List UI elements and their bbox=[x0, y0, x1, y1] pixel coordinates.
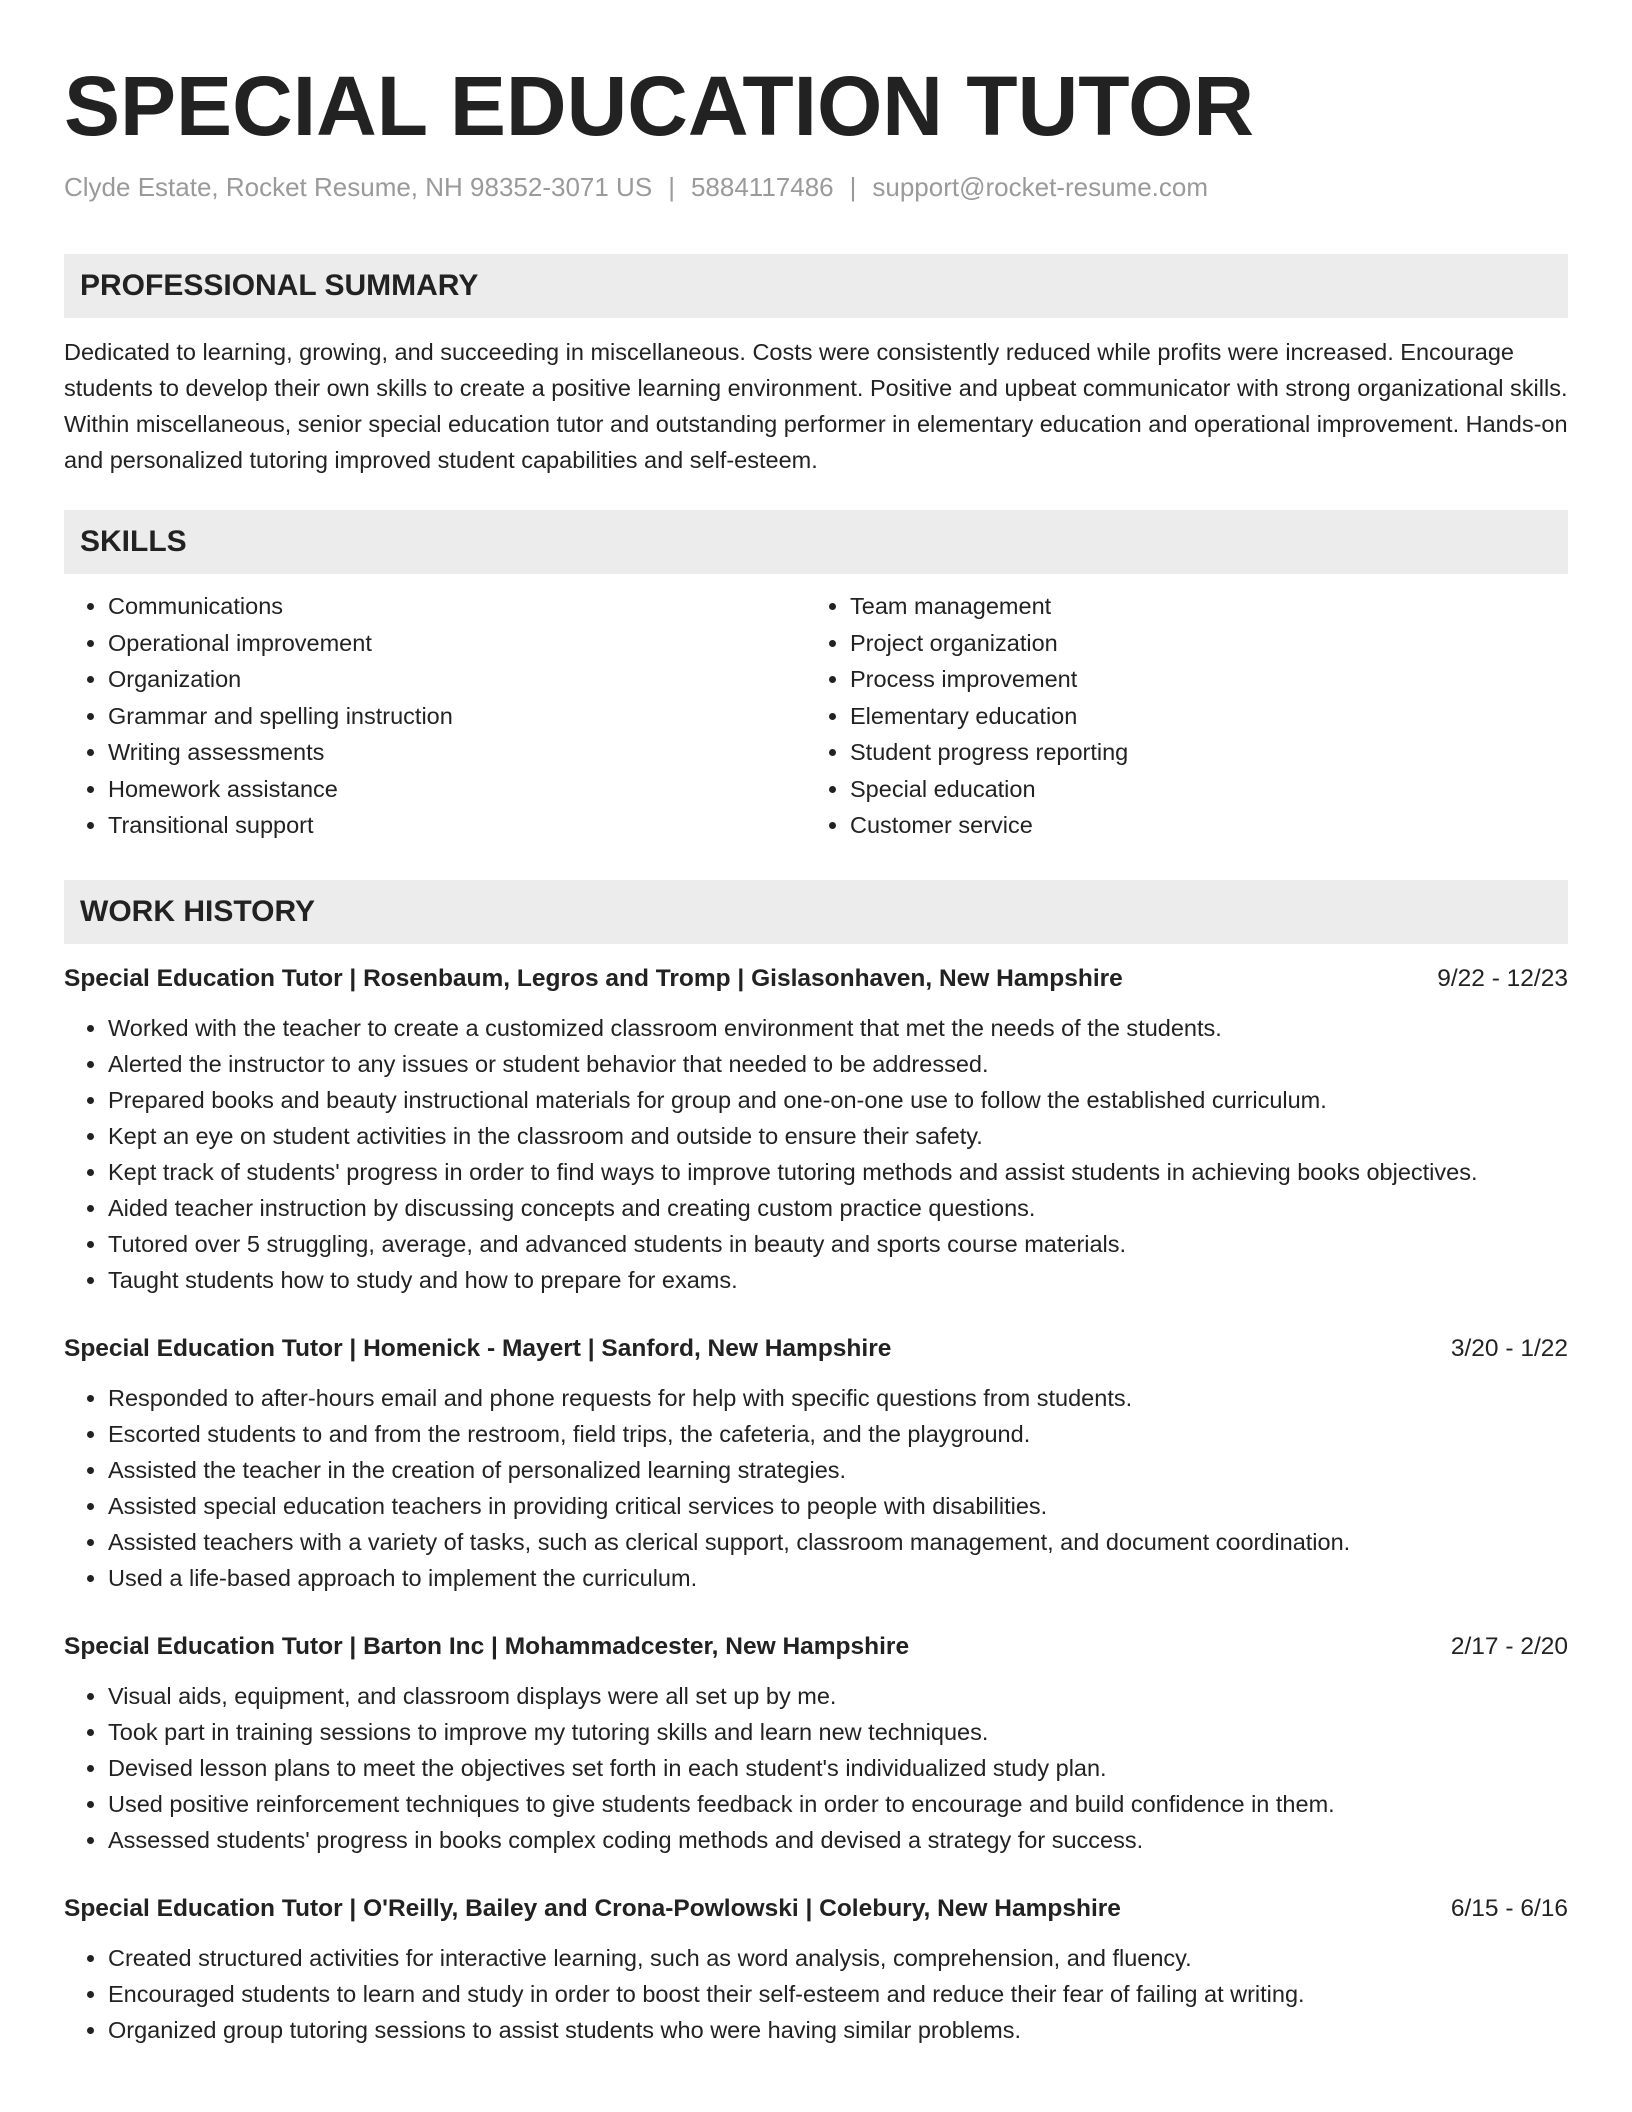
skill-item: • Writing assessments bbox=[108, 734, 806, 771]
job-bullet: • Kept an eye on student activities in the classroom and outside to ensure their safety. bbox=[108, 1118, 1568, 1154]
skill-item: • Project organization bbox=[850, 625, 1548, 662]
job-bullet: • Used a life-based approach to implement the curriculum. bbox=[108, 1560, 1568, 1596]
skill-item: • Team management bbox=[850, 588, 1548, 625]
contact-line bbox=[64, 170, 1568, 204]
job-bullet: • Alerted the instructor to any issues or student behavior that needed to be addressed. bbox=[108, 1046, 1568, 1082]
job-bullet: • Kept track of students' progress in order to find ways to improve tutoring methods and assist students in achieving books objectives. bbox=[108, 1154, 1568, 1190]
skill-item: • Organization bbox=[108, 661, 806, 698]
job-bullet: • Assisted special education teachers in providing critical services to people with disabilities. bbox=[108, 1488, 1568, 1524]
job-bullet: • Assessed students' progress in books complex coding methods and devised a strategy for success. bbox=[108, 1822, 1568, 1858]
job-title: Special Education Tutor | Barton Inc | Mohammadcester, New Hampshire bbox=[64, 1632, 910, 1660]
skill-item: • Student progress reporting bbox=[850, 734, 1548, 771]
job-bullet: • Escorted students to and from the restroom, field trips, the cafeteria, and the playground. bbox=[108, 1416, 1568, 1452]
skills-column-left bbox=[64, 588, 806, 844]
contact-address: Clyde Estate, Rocket Resume, NH 98352-3071 US bbox=[64, 172, 653, 202]
job-bullets bbox=[64, 1678, 1568, 1858]
skill-item: • Special education bbox=[850, 771, 1548, 808]
work-history-heading: WORK HISTORY bbox=[64, 880, 1568, 944]
job-title: Special Education Tutor | Homenick - Mayert | Sanford, New Hampshire bbox=[64, 1334, 892, 1362]
skill-item: • Process improvement bbox=[850, 661, 1548, 698]
job-bullets bbox=[64, 1940, 1568, 2048]
job-dates: 3/20 - 1/22 bbox=[1450, 1334, 1568, 1362]
resume-page bbox=[64, 0, 1568, 2048]
contact-separator: | bbox=[849, 172, 857, 202]
job-bullet: • Taught students how to study and how to prepare for exams. bbox=[108, 1262, 1568, 1298]
skill-item: • Grammar and spelling instruction bbox=[108, 698, 806, 735]
skill-item: • Elementary education bbox=[850, 698, 1548, 735]
job-header bbox=[64, 1332, 1568, 1366]
job-bullet: • Responded to after-hours email and phone requests for help with specific questions from students. bbox=[108, 1380, 1568, 1416]
job-title: Special Education Tutor | Rosenbaum, Legros and Tromp | Gislasonhaven, New Hampshire bbox=[64, 964, 1123, 992]
skill-item: • Homework assistance bbox=[108, 771, 806, 808]
contact-email: support@rocket-resume.com bbox=[872, 172, 1209, 202]
job-bullet: • Encouraged students to learn and study in order to boost their self-esteem and reduce their fear of failing at writing. bbox=[108, 1976, 1568, 2012]
job-bullet: • Organized group tutoring sessions to assist students who were having similar problems. bbox=[108, 2012, 1568, 2048]
job-bullet: • Used positive reinforcement techniques to give students feedback in order to encourage and build confidence in them. bbox=[108, 1786, 1568, 1822]
job-dates: 6/15 - 6/16 bbox=[1450, 1894, 1568, 1922]
job-entry bbox=[64, 1630, 1568, 1858]
skill-item: • Operational improvement bbox=[108, 625, 806, 662]
skills-list bbox=[64, 588, 1568, 844]
job-bullet: • Devised lesson plans to meet the objectives set forth in each student's individualized study plan. bbox=[108, 1750, 1568, 1786]
job-entry bbox=[64, 962, 1568, 1298]
job-header bbox=[64, 1630, 1568, 1664]
job-bullet: • Prepared books and beauty instructional materials for group and one-on-one use to follow the established curriculum. bbox=[108, 1082, 1568, 1118]
skill-item: • Communications bbox=[108, 588, 806, 625]
job-bullet: • Created structured activities for interactive learning, such as word analysis, comprehension, and fluency. bbox=[108, 1940, 1568, 1976]
job-bullet: • Tutored over 5 struggling, average, and advanced students in beauty and sports course materials. bbox=[108, 1226, 1568, 1262]
job-title: Special Education Tutor | O'Reilly, Bailey and Crona-Powlowski | Colebury, New Hampshire bbox=[64, 1894, 1121, 1922]
job-bullet: • Assisted teachers with a variety of tasks, such as clerical support, classroom management, and document coordination. bbox=[108, 1524, 1568, 1560]
contact-phone: 5884117486 bbox=[690, 172, 834, 202]
job-bullet: • Took part in training sessions to improve my tutoring skills and learn new techniques. bbox=[108, 1714, 1568, 1750]
job-dates: 2/17 - 2/20 bbox=[1450, 1632, 1568, 1660]
summary-text: Dedicated to learning, growing, and succeeding in miscellaneous. Costs were consistently reduced while profits were increased. Encourage students to develop their own skills to create a positive learning environment. Positive and upbeat communicator with strong organizational skills. Within miscellaneous, senior special education tutor and outstanding performer in elementary education and operational improvement. Hands-on and personalized tutoring improved student capabilities and self-esteem. bbox=[64, 339, 1568, 473]
job-header bbox=[64, 962, 1568, 996]
job-bullets bbox=[64, 1010, 1568, 1298]
skill-item: • Transitional support bbox=[108, 807, 806, 844]
job-bullet: • Aided teacher instruction by discussing concepts and creating custom practice questions. bbox=[108, 1190, 1568, 1226]
job-dates: 9/22 - 12/23 bbox=[1437, 964, 1568, 992]
skills-heading: SKILLS bbox=[64, 510, 1568, 574]
summary-heading: PROFESSIONAL SUMMARY bbox=[64, 254, 1568, 318]
job-header bbox=[64, 1892, 1568, 1926]
job-bullet: • Visual aids, equipment, and classroom displays were all set up by me. bbox=[108, 1678, 1568, 1714]
page-title: SPECIAL EDUCATION TUTOR bbox=[64, 59, 1255, 153]
job-bullet: • Worked with the teacher to create a customized classroom environment that met the needs of the students. bbox=[108, 1010, 1568, 1046]
job-entry bbox=[64, 1332, 1568, 1596]
job-bullets bbox=[64, 1380, 1568, 1596]
job-bullet: • Assisted the teacher in the creation of personalized learning strategies. bbox=[108, 1452, 1568, 1488]
skills-column-right bbox=[806, 588, 1548, 844]
skill-item: • Customer service bbox=[850, 807, 1548, 844]
job-entry bbox=[64, 1892, 1568, 2048]
contact-separator: | bbox=[668, 172, 675, 202]
